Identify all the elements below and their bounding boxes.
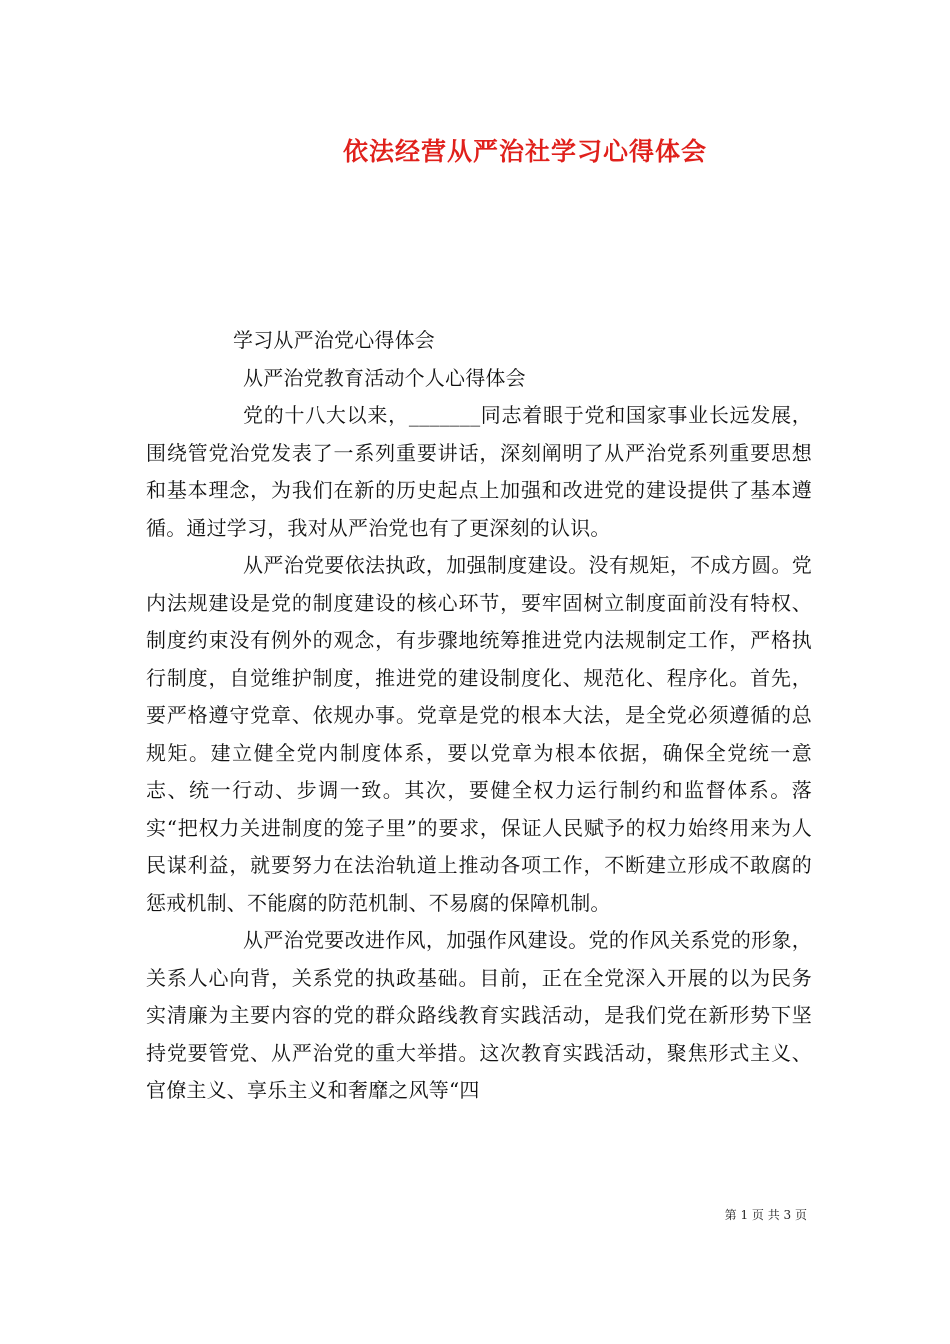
subtitle-study: 学习从严治党心得体会 (233, 328, 435, 352)
page-number: 第 1 页 共 3 页 (724, 1208, 807, 1222)
paragraph-intro: 党的十八大以来，_______同志着眼于党和国家事业长远发展，围绕管党治党发表了一系列重要讲话，深刻阐明了从严治党系列重要思想和基本理念，为我们在新的历史起点上加强和改进党的建设提供了基本遵循。通过学习，我对从严治党也有了更深刻的认识。 (146, 403, 812, 540)
subtitle-activity: 从严治党教育活动个人心得体会 (243, 365, 526, 390)
paragraph-rule-of-law: 从严治党要依法执政，加强制度建设。没有规矩，不成方圆。党内法规建设是党的制度建设的核心环节，要牢固树立制度面前没有特权、制度约束没有例外的观念，有步骤地统筹推进党内法规制定工作，严格执行制度，自觉维护制度，推进党的建设制度化、规范化、程序化。首先，要严格遵守党章、依规办事。党章是党的根本大法，是全党必须遵循的总规矩。建立健全党内制度体系，要以党章为根本依据，确保全党统一意志、统一行动、步调一致。其次，要健全权力运行制约和监督体系。落实“把权力关进制度的笼子里”的要求，保证人民赋予的权力始终用来为人民谋利益，就要努力在法治轨道上推动各项工作，不断建立形成不敢腐的惩戒机制、不能腐的防范机制、不易腐的保障机制。 (146, 553, 812, 915)
document-body (146, 322, 812, 1110)
paragraph-work-style: 从严治党要改进作风，加强作风建设。党的作风关系党的形象，关系人心向背，关系党的执政基础。目前，正在全党深入开展的以为民务实清廉为主要内容的党的群众路线教育实践活动，是我们党在新形势下坚持党要管党、从严治党的重大举措。这次教育实践活动，聚焦形式主义、官僚主义、享乐主义和奢靡之风等“四 (146, 928, 812, 1102)
document-title: 依法经营从严治社学习心得体会 (342, 137, 707, 166)
